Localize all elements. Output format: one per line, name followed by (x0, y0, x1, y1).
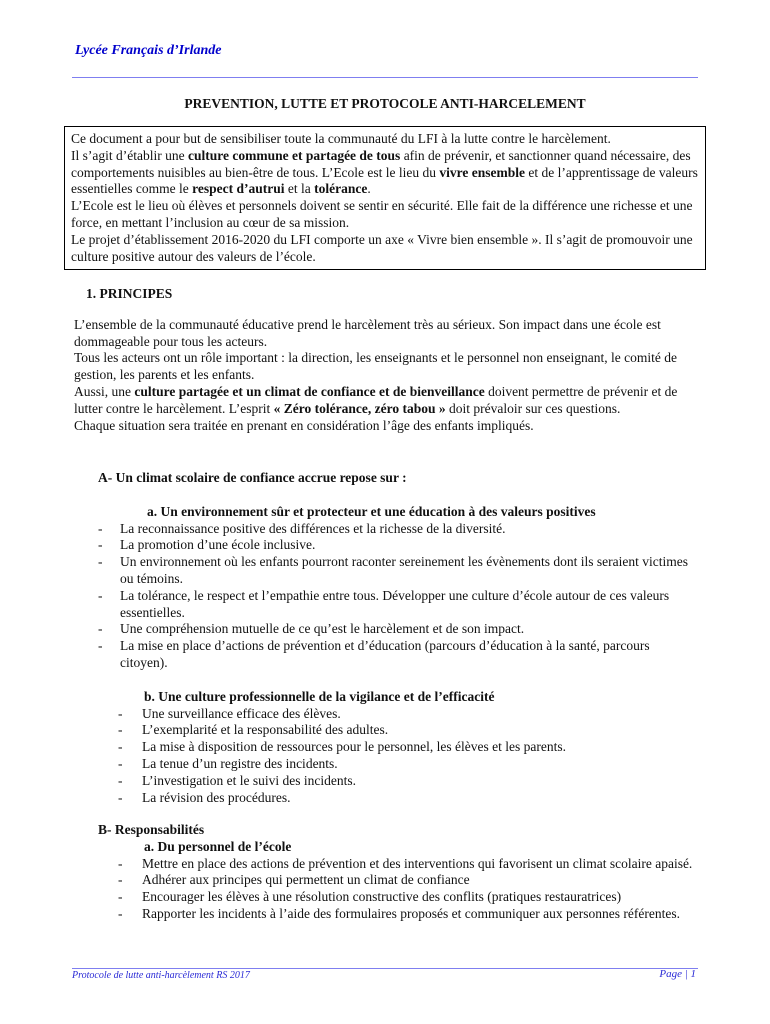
list-item: - La révision des procédures. (118, 789, 291, 805)
document-title: PREVENTION, LUTTE ET PROTOCOLE ANTI-HARCELEMENT (184, 96, 586, 111)
list-item: - Une surveillance efficace des élèves. (118, 705, 341, 721)
principes-paragraph-4: Chaque situation sera traitée en prenant en considération l’âge des enfants impliqués. (74, 417, 534, 433)
intro-box (64, 126, 706, 270)
section-a-list-a (98, 521, 699, 672)
section-b-sub-a: a. Du personnel de l’école (144, 838, 292, 854)
intro-paragraph-3: L’Ecole est le lieu où élèves et personnels doivent se sentir en sécurité. Elle fait de la différence une richesse et une force, en mettant l’inclusion au cœur de sa mission. (71, 198, 693, 230)
list-item: - La tenue d’un registre des incidents. (118, 755, 338, 771)
principes-paragraph-3: Aussi, une culture partagée et un climat de confiance et de bienveillance doivent permettre de prévenir et de lutter contre le harcèlement. L’esprit « Zéro tolérance, zéro tabou » doit prévaloir sur ces questions. (74, 383, 678, 416)
page-number: Page | 1 (659, 968, 696, 980)
list-item: - La mise à disposition de ressources pour le personnel, les élèves et les parents. (118, 739, 567, 755)
principes-heading: 1. PRINCIPES (86, 286, 173, 301)
header-divider (72, 77, 698, 78)
footer-divider (72, 968, 698, 969)
footer-document-name: Protocole de lutte anti-harcèlement RS 2017 (72, 970, 250, 981)
list-item: - L’investigation et le suivi des incidents. (118, 772, 356, 788)
list-item: - La tolérance, le respect et l’empathie entre tous. Développer une culture d’école autour de ces valeurs essentielles. (98, 587, 670, 620)
principes-paragraph-1: L’ensemble de la communauté éducative prend le harcèlement très au sérieux. Son impact dans une école est dommageable pour tous les acteurs. (74, 316, 661, 349)
list-item: - Mettre en place des actions de prévention et des interventions qui favorisent un climat scolaire apaisé. (118, 855, 693, 871)
section-a-sub-a: a. Un environnement sûr et protecteur et une éducation à des valeurs positives (147, 503, 596, 519)
list-item: - Une compréhension mutuelle de ce qu’est le harcèlement et de son impact. (98, 621, 525, 637)
list-item: - La reconnaissance positive des différences et la richesse de la diversité. (98, 520, 506, 536)
list-item: - La mise en place d’actions de prévention et d’éducation (parcours d’éducation à la santé, parcours citoyen). (98, 638, 650, 670)
section-b (74, 822, 699, 923)
list-item: - La promotion d’une école inclusive. (98, 537, 316, 553)
section-b-heading: B- Responsabilités (98, 822, 205, 837)
principes-paragraph-2: Tous les acteurs ont un rôle important : la direction, les enseignants et le personnel non enseignant, le comité de gestion, les parents et les enfants. (74, 350, 678, 383)
intro-line-1: Ce document a pour but de sensibiliser toute la communauté du LFI à la lutte contre le harcèlement. (71, 131, 611, 146)
list-item: - Un environnement où les enfants pourront raconter sereinement les évènements dont ils seraient victimes ou témoins. (98, 554, 688, 586)
section-a (74, 470, 699, 806)
school-header: Lycée Français d’Irlande (75, 43, 222, 58)
list-item: - Encourager les élèves à une résolution constructive des conflits (pratiques restauratrices) (118, 889, 622, 905)
section-a-sub-b: b. Une culture professionnelle de la vigilance et de l’efficacité (144, 688, 495, 704)
section-a-list-b (118, 706, 699, 807)
intro-paragraph-4: Le projet d’établissement 2016-2020 du LFI comporte un axe « Vivre bien ensemble ». Il s’agit de promouvoir une culture positive autour des valeurs de l’école. (71, 231, 693, 264)
list-item: - Adhérer aux principes qui permettent un climat de confiance (118, 872, 470, 888)
section-a-heading: A- Un climat scolaire de confiance accrue repose sur : (98, 470, 407, 485)
intro-paragraph-2: Il s’agit d’établir une culture commune et partagée de tous afin de prévenir, et sanctionner quand nécessaire, des comportements nuisibles au bien-être de tous. L’Ecole est le lieu du vivre ensemble et de l’apprentissage de valeurs essentielles comme le respect d’autrui et la tolérance. (71, 147, 698, 197)
section-b-list (118, 856, 699, 923)
list-item: - Rapporter les incidents à l’aide des formulaires proposés et communiquer aux personnes référentes. (118, 905, 680, 921)
section-principes (74, 286, 699, 434)
list-item: - L’exemplarité et la responsabilité des adultes. (118, 722, 389, 738)
